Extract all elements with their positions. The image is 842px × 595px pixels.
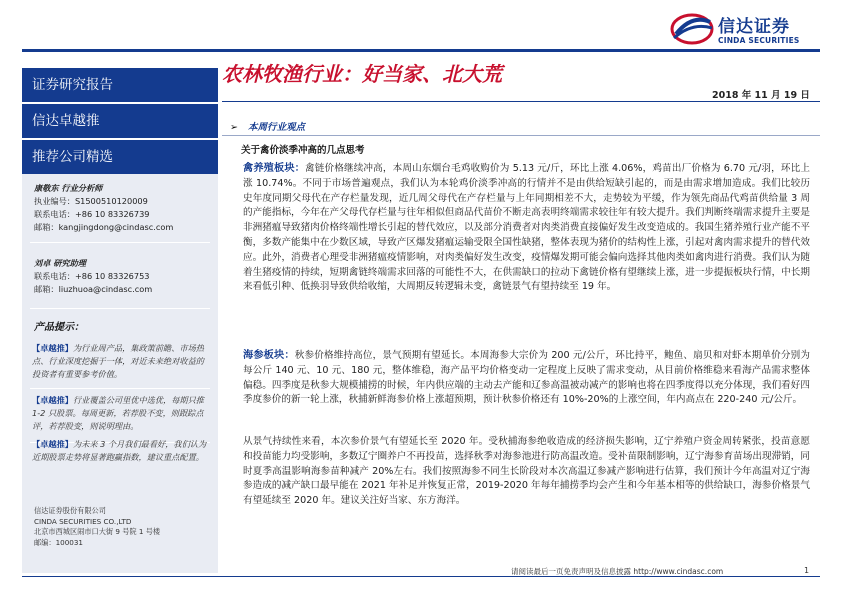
report-date: 2018 年 11 月 19 日	[712, 90, 810, 101]
logo-name-en: CINDA SECURITIES	[718, 36, 800, 45]
product-tip-3	[32, 438, 210, 464]
company-name-cn: 信达证券股份有限公司	[34, 506, 106, 515]
sidebar-divider	[30, 242, 210, 243]
company-name-en: CINDA SECURITIES CO.,LTD	[34, 516, 132, 526]
footer-divider	[22, 576, 820, 577]
section-heading	[230, 119, 305, 133]
product-tip-1	[32, 342, 210, 381]
company-postcode: 邮编：100031	[34, 537, 84, 547]
paragraph-poultry-text: 禽链价格继续冲高，本周山东烟台毛鸡收购价为 5.13 元/斤，环比上涨 4.06%，鸡苗出厂价格为 6.70 元/羽，环比上涨 10.74%。不同于市场普遍观点，我们认为本轮鸡价淡季冲高的行情并不是由供给短缺引起的，而是由需求增加造成。我们比较历史年度同期父母代在产存栏量发现，近几周父母代在产存栏量与上年同期相差不大，走势较为平缓，作为领先商品代鸡苗供给量 3 周的产能指标，今年在产父母代存栏量与往年相似但商品代苗价不断走高表明终端需求较往年有较大提升。我们判断终端需求提升主要是非洲猪瘟导致猪肉价格终端性增长引起的替代效应，以及部分消费者对肉类消费直接偏好发生改变造成的。我国生猪养殖行业产能不平衡，多数产能集中在少数区域，导致产区爆发猪瘟运输受限全国性缺猪，整体表现为猪价的结构性上涨，引起对禽肉需求提升的替代效应。此外，消费者心理受非洲猪瘟疫情影响，对肉类偏好发生改变，疫情爆发期可能会偏向选择其他肉类如禽肉进行消费。我们认为随着生猪疫情的持续，短期禽链终端需求回落的可能性不大，在供需缺口的拉动下禽链价格有望继续上涨，进一步提振板块行情，中长期来看低引种、低换羽导致供给收缩，大周期反转逻辑未变，禽链景气有望持续至 19 年。	[243, 163, 810, 293]
paragraph-outlook: 从景气持续性来看，本次参价景气有望延长至 2020 年。受秋捕海参绝收造成的经济损失影响，辽宁养殖户资金周转紧张，投苗意愿和投苗能力均受影响，多数辽宁圈养户不再投苗，选择秋季对海参池进行防高温改造。受补苗限制影响，辽宁海参育苗场出现滞销，同时夏季高温影响海参苗种减产 20%左右。我们按照海参不同生长阶段对本次高温辽参减产影响进行估算，我们预计今年高温对辽宁海参造成的减产缺口最早能在 2021 年补足并恢复正常，2019-2020 年每年捕捞季均会产生和今年基本相等的供给缺口，海参价格景气有望延续至 2020 年。建议关注好当家、东方海洋。	[243, 436, 810, 507]
sidebar-heading-recommended-companies: 推荐公司精选	[22, 140, 218, 174]
analyst-1-name: 康敬东 行业分析师	[34, 183, 103, 193]
paragraph-poultry-lead: 禽养殖板块：	[243, 163, 305, 174]
product-tips-title: 产品提示：	[34, 322, 84, 333]
tip-tag: 【卓越推】	[32, 343, 73, 353]
sidebar-divider	[30, 308, 210, 309]
paragraph-sea-cucumber	[243, 349, 810, 408]
analyst-1-phone: 联系电话：+86 10 83326739	[34, 209, 150, 219]
company-info	[34, 506, 160, 548]
sidebar-heading-research-report: 证券研究报告	[22, 68, 218, 102]
company-address: 北京市西城区闹市口大街 9 号院 1 号楼	[34, 527, 161, 536]
product-tip-2	[32, 394, 210, 433]
tip-text: 为未来 3 个月我们最看好，我们认为近期股票走势将显著跑赢指数，建议重点配置。	[32, 439, 207, 462]
analyst-2	[34, 257, 152, 296]
sidebar-divider	[30, 388, 210, 389]
arrow-bullet-icon: ➢	[230, 122, 238, 133]
tip-text: 行业覆盖公司里优中选优，每期只推 1-2 只股票。每周更新，若荐股不变，则跟踪点评，若荐股变，则说明理由。	[32, 395, 204, 431]
sub-heading: 关于禽价淡季冲高的几点思考	[241, 145, 365, 156]
analyst-2-email[interactable]: 邮箱：liuzhuoa@cindasc.com	[34, 284, 153, 294]
paragraph-sea-cucumber-lead: 海参板块：	[243, 350, 295, 361]
date-divider	[222, 101, 820, 102]
sidebar	[22, 68, 218, 573]
page-number: 1	[804, 566, 810, 575]
footer-disclaimer[interactable]: 请阅读最后一页免责声明及信息披露 http://www.cindasc.com	[511, 567, 724, 576]
analyst-2-phone: 联系电话：+86 10 83326753	[34, 271, 150, 281]
logo-name-cn: 信达证券	[718, 17, 790, 37]
tip-tag: 【卓越推】	[32, 439, 73, 449]
page-title: 农林牧渔行业：好当家、北大荒	[222, 62, 502, 86]
paragraph-sea-cucumber-text: 秋参价格维持高位，景气预期有望延长。本周海参大宗价为 200 元/公斤，环比持平，鲍鱼、扇贝和对虾本期单价分别为每公斤 140 元、10 元、180 元，整体维稳，海产品平均价格变动一定程度上反映了需求变动，从目前价格维稳来看海产品需求整体偏稳。四季度是秋参大规模捕捞的时候，年内供应端的主动去产能和辽参高温被动减产的影响也将在四季度得以充分体现，我们看好四季度参价的新一轮上涨，秋捕新鲜海参价格上涨超预期，预计秋参价格还有 10%-20%的上涨空间，年内高点在 220-240 元/公斤。	[243, 350, 810, 406]
section-heading-text: 本周行业观点	[247, 122, 305, 133]
tip-tag: 【卓越推】	[32, 395, 73, 405]
paragraph-poultry	[243, 162, 810, 295]
sidebar-heading-cinda-pick: 信达卓越推	[22, 104, 218, 138]
cinda-logo-icon	[670, 10, 714, 48]
header-divider	[22, 49, 820, 52]
section-divider	[222, 135, 820, 136]
cinda-logo	[670, 10, 820, 50]
analyst-1-cert: 执业编号：S1500510120009	[34, 196, 148, 206]
tip-text: 为行业周产品，集政策前瞻、市场热点、行业深度挖掘于一体，对近未来绝对收益的投资者有重要参考价值。	[32, 343, 204, 379]
analyst-1-email[interactable]: 邮箱：kangjingdong@cindasc.com	[34, 222, 174, 232]
analyst-1	[34, 182, 173, 234]
analyst-2-name: 刘卓 研究助理	[34, 258, 86, 268]
